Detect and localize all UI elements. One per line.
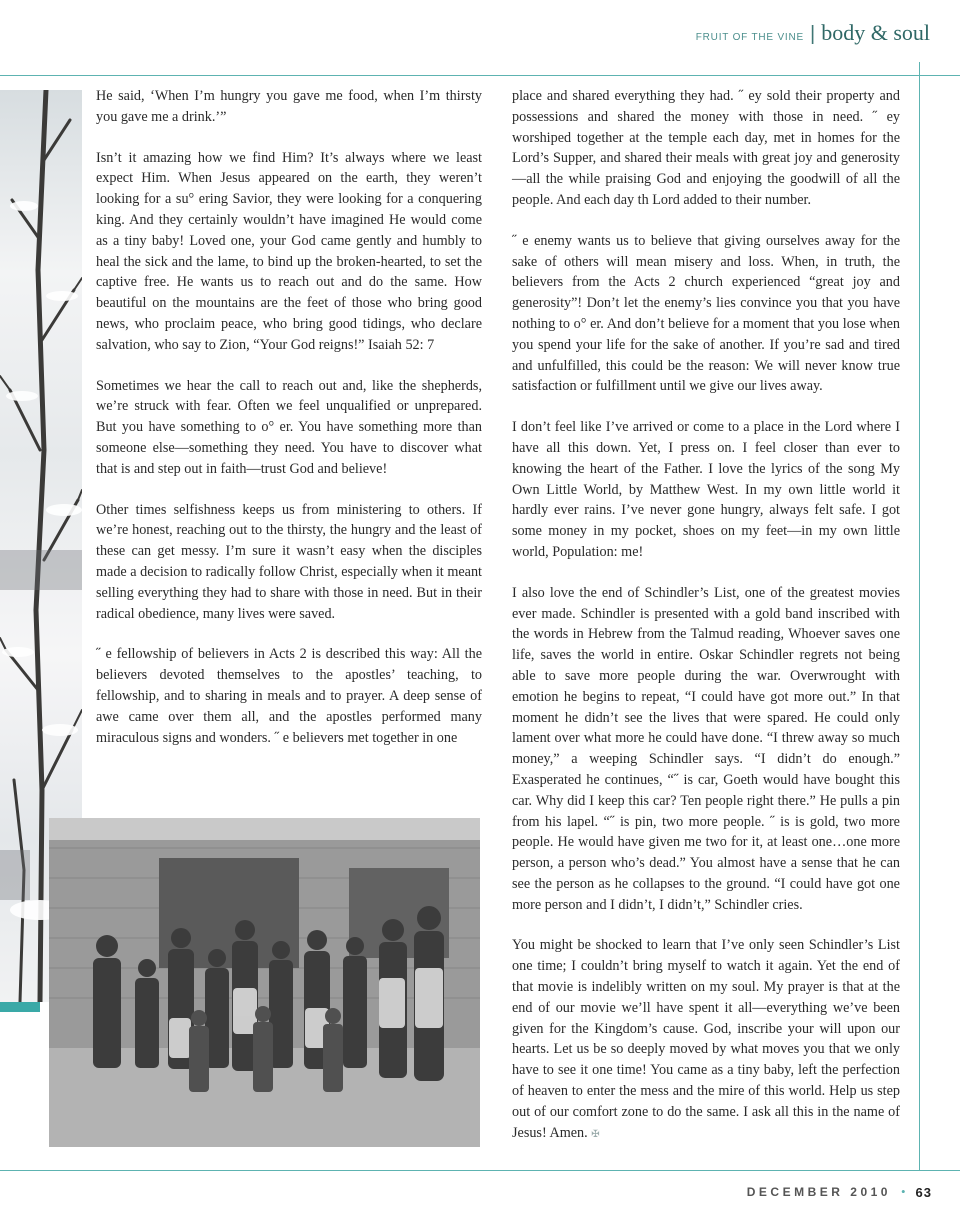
paragraph: I don’t feel like I’ve arrived or come to a place in the Lord where I have all this down. Yet, I press on. I feel closer than ever to knowing the heart of the Father. I love the lyrics of the song My Own Little World, by Matthew West. In my own little world it hardly ever rains. I’ve never gone hungry, always felt safe. I got some money in my pocket, shoes on my feet—in my own little world, Population: me! xyxy=(512,419,900,560)
running-header xyxy=(696,20,930,46)
page-number: 63 xyxy=(915,1184,932,1200)
paragraph: Isn’t it amazing how we find Him? It’s always where we least expect Him. When Jesus appeared on the earth, they weren’t looking for a su° ering Savior, they were looking for a conquering king. And they certainly wouldn’t have imagined He would come as a tiny baby! Loved one, your God came gently and humbly to heal the sick and the lame, to bind up the broken-hearted, to set the captive free. He wants us to reach out and do the same. How beautiful on the mountains are the feet of those who bring good news, who proclaim peace, who bring good tidings, who declare salvation, who say to Zion, “Your God reigns!” Isaiah 52: 7 xyxy=(96,149,482,353)
paragraph-text: You might be shocked to learn that I’ve only seen Schindler’s List one time; I couldn’t bring myself to watch it again. Yet the end of that movie is indelibly written on my soul. My prayer is that at the end of our movie we’ll have spent it all—everything we’ve been given for the Kingdom’s cause. God, inscribe your will upon our hearts. Let us be so deeply moved by what moves you that we only have to see it one time! You came as a tiny baby, left the perfection of heaven to enter the mess and the mire of this world. Help us step out of our comfort zone to do the same. I ask all this in the name of Jesus! Amen. xyxy=(512,937,900,1141)
header-brand: body & soul xyxy=(821,20,930,45)
right-vertical-rule xyxy=(919,62,920,1170)
footer-bullet: • xyxy=(900,1184,906,1199)
bottom-rule xyxy=(0,1170,960,1171)
issue-date: DECEMBER 2010 xyxy=(746,1185,891,1199)
header-section-label: FRUIT OF THE VINE xyxy=(695,32,804,43)
header-divider: | xyxy=(810,23,816,45)
paragraph: Sometimes we hear the call to reach out and, like the shepherds, we’re struck with fear. Often we feel unqualified or unprepared. But you have something to o° er. You have something more than someone else—something they need. You have to discover what that is and step out in faith—trust God and believe! xyxy=(96,377,482,477)
paragraph xyxy=(512,935,900,1145)
paragraph: ˝ e fellowship of believers in Acts 2 is described this way: All the believers devoted themselves to the apostles’ teaching, to fellowship, and to sharing in meals and to prayer. A deep sense of awe came over them all, and the apostles performed many miraculous signs and wonders. ˝ e believers met together in one xyxy=(96,646,482,746)
top-rule xyxy=(0,75,960,76)
group-of-children-photo xyxy=(49,818,480,1147)
paragraph: place and shared everything they had. ˝ ey sold their property and possessions and shared the money with those in need. ˝ ey worshiped together at the temple each day, met in homes for the Lord’s Supper, and shared their meals with great joy and generosity—all the while praising God and enjoying the goodwill of all the people. And each day th Lord added to their number. xyxy=(512,88,900,208)
article-column-left xyxy=(96,86,482,768)
paragraph: I also love the end of Schindler’s List, one of the greatest movies ever made. Schindler is presented with a gold band inscribed with the words in Hebrew from the Talmud reading, Whoever saves one life, saves the world in entire. Oskar Schindler regrets not being able to save more people during the war. Overwrought with emotion he begins to repeat, “I could have got more out.” In that moment he didn’t see the lives that were spared. He could only lament over what more he could have done. “I threw away so much money,” a weeping Schindler says. “I didn’t do enough.” Exasperated he continues, “˝ is car, Goeth would have bought this car. Why did I keep this car? Ten people right there.” He pulls a pin from his lapel. “˝ is pin, two more people. ˝ is is gold, two more people. He would have given me two for it, at least one…one more person, a person who’s dead.” You almost have a sense that he can see the person as he collapses to the ground. “I could have got one more person and I didn’t, I didn’t,” Schindler cries. xyxy=(512,584,900,913)
paragraph: Other times selfishness keeps us from ministering to others. If we’re honest, reaching out to the thirsty, the hungry and the least of these can get messy. I’m sure it wasn’t easy when the disciples made a decision to radically follow Christ, especially when it meant selling everything they had to share with those in need. But in their radical obedience, many lives were saved. xyxy=(96,501,482,622)
article-column-right xyxy=(512,86,900,1165)
end-mark-icon: ✠ xyxy=(591,1128,600,1140)
page-footer xyxy=(747,1184,932,1200)
paragraph: He said, ‘When I’m hungry you gave me food, when I’m thirsty you gave me a drink.’” xyxy=(96,88,482,125)
paragraph: ˝ e enemy wants us to believe that giving ourselves away for the sake of others will mean misery and loss. When, in truth, the believers from the Acts 2 church experienced “great joy and generosity”! Don’t let the enemy’s lies convince you that you have nothing to o° er. And don’t believe for a moment that you lose when you spend your life for the sake of another. If you’re sad and tired and unfulfilled, this could be the reason: We will never know true satisfaction or fulfillment until we give our lives away. xyxy=(512,232,900,395)
